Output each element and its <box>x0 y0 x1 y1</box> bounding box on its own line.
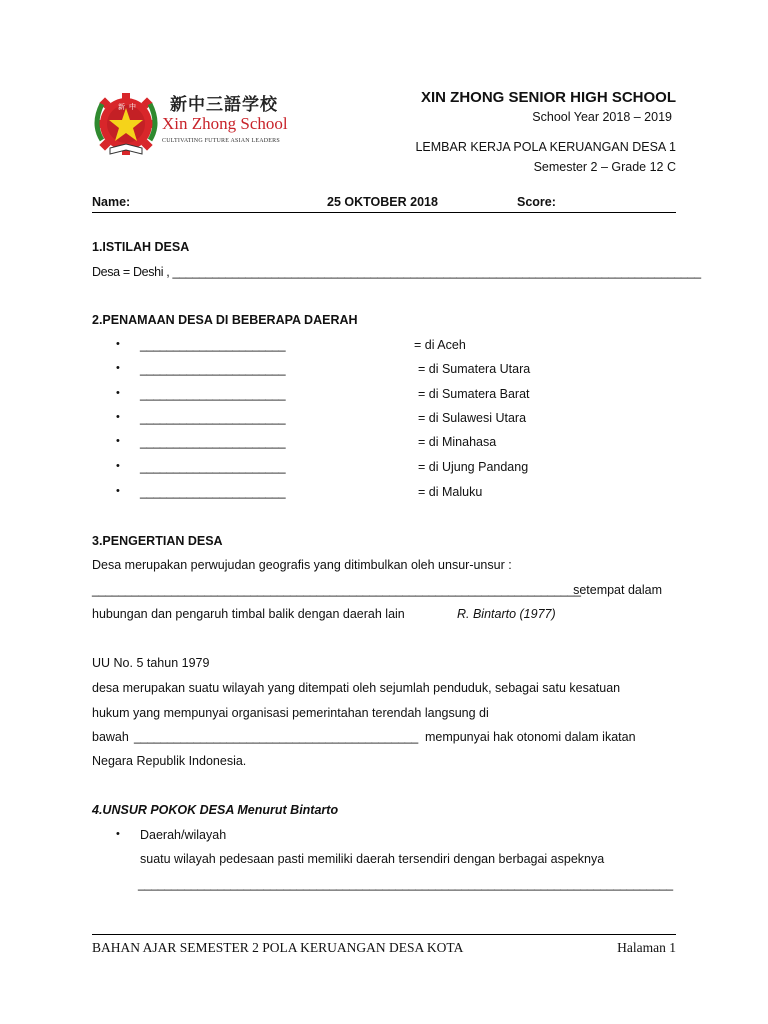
bullet-icon: • <box>116 411 120 423</box>
sec3-line3: hubungan dan pengaruh timbal balik dengan daerah lain <box>92 607 405 621</box>
sec2-region: = di Maluku <box>418 485 483 499</box>
school-name: XIN ZHONG SENIOR HIGH SCHOOL <box>420 89 676 106</box>
sec4-desc: suatu wilayah pedesaan pasti memiliki daerah tersendiri dengan berbagai aspeknya <box>140 852 605 866</box>
bullet-icon: • <box>116 828 120 840</box>
uu-title: UU No. 5 tahun 1979 <box>92 656 210 670</box>
worksheet-title: LEMBAR KERJA POLA KERUANGAN DESA 1 <box>415 140 676 154</box>
school-year: School Year 2018 – 2019 <box>532 110 672 124</box>
sec2-blank[interactable]: ______________________ <box>140 362 286 376</box>
sec2-blank[interactable]: ______________________ <box>140 435 286 449</box>
sec2-blank[interactable]: ______________________ <box>140 485 286 499</box>
bullet-icon: • <box>116 485 120 497</box>
school-logo <box>88 88 288 160</box>
sec2-blank[interactable]: ______________________ <box>140 387 286 401</box>
badge-char-2: 中 <box>129 103 136 111</box>
sec4-title: 4.UNSUR POKOK DESA Menurut Bintarto <box>92 803 339 817</box>
sec4-item: Daerah/wilayah <box>140 828 227 842</box>
sec2-blank[interactable]: ______________________ <box>140 460 286 474</box>
sec3-line2-end: setempat dalam <box>573 583 662 597</box>
sec1-title: 1.ISTILAH DESA <box>92 240 190 254</box>
page-number: Halaman 1 <box>617 940 676 955</box>
bullet-icon: • <box>116 338 120 350</box>
uu-line1: desa merupakan suatu wilayah yang ditempati oleh sejumlah penduduk, sebagai satu kesatuan <box>92 681 621 695</box>
uu-answer-blank[interactable]: ___________________________________________ <box>134 730 418 744</box>
sec2-blank[interactable]: ______________________ <box>140 411 286 425</box>
info-row-rule <box>92 212 676 213</box>
uu-line3-end: mempunyai hak otonomi dalam ikatan <box>425 730 636 744</box>
name-label: Name: <box>92 195 131 209</box>
uu-line2: hukum yang mempunyai organisasi pemerintahan terendah langsung di <box>92 706 489 720</box>
bullet-icon: • <box>116 387 120 399</box>
bullet-icon: • <box>116 435 120 447</box>
sec4-answer-blank[interactable]: _________________________________________________________________________________ <box>138 877 673 891</box>
badge-char-1: 新 <box>118 103 125 111</box>
footer-rule <box>92 934 676 935</box>
uu-line3-start: bawah <box>92 730 129 744</box>
sec2-region: = di Sulawesi Utara <box>418 411 527 425</box>
sec2-region: = di Aceh <box>414 338 466 352</box>
sec2-region: = di Ujung Pandang <box>418 460 529 474</box>
logo-tagline: CULTIVATING FUTURE ASIAN LEADERS <box>162 138 280 144</box>
sec2-blank[interactable]: ______________________ <box>140 338 286 352</box>
sec3-answer-blank[interactable]: __________________________________________________________________________ <box>92 583 581 597</box>
bullet-icon: • <box>116 460 120 472</box>
score-label: Score: <box>517 195 556 209</box>
footer-left: BAHAN AJAR SEMESTER 2 POLA KERUANGAN DESA KOTA <box>92 940 464 955</box>
logo-chinese-name: 新中三語学校 <box>170 95 278 115</box>
sec3-line1: Desa merupakan perwujudan geografis yang ditimbulkan oleh unsur-unsur : <box>92 558 512 572</box>
date-label: 25 OKTOBER 2018 <box>327 195 438 209</box>
sec2-region: = di Sumatera Barat <box>418 387 530 401</box>
sec3-citation: R. Bintarto (1977) <box>457 607 556 621</box>
sec3-title: 3.PENGERTIAN DESA <box>92 534 223 548</box>
sec1-answer-line[interactable]: Desa = Deshi , ________________________________________________________________________________ <box>92 265 701 279</box>
bullet-icon: • <box>116 362 120 374</box>
uu-line4: Negara Republik Indonesia. <box>92 754 247 768</box>
logo-english-name: Xin Zhong School <box>162 114 288 133</box>
sec2-region: = di Sumatera Utara <box>418 362 531 376</box>
sec2-title: 2.PENAMAAN DESA DI BEBERAPA DAERAH <box>92 313 358 327</box>
sec2-region: = di Minahasa <box>418 435 497 449</box>
semester-grade: Semester 2 – Grade 12 C <box>533 160 676 174</box>
school-emblem-icon <box>88 88 168 160</box>
